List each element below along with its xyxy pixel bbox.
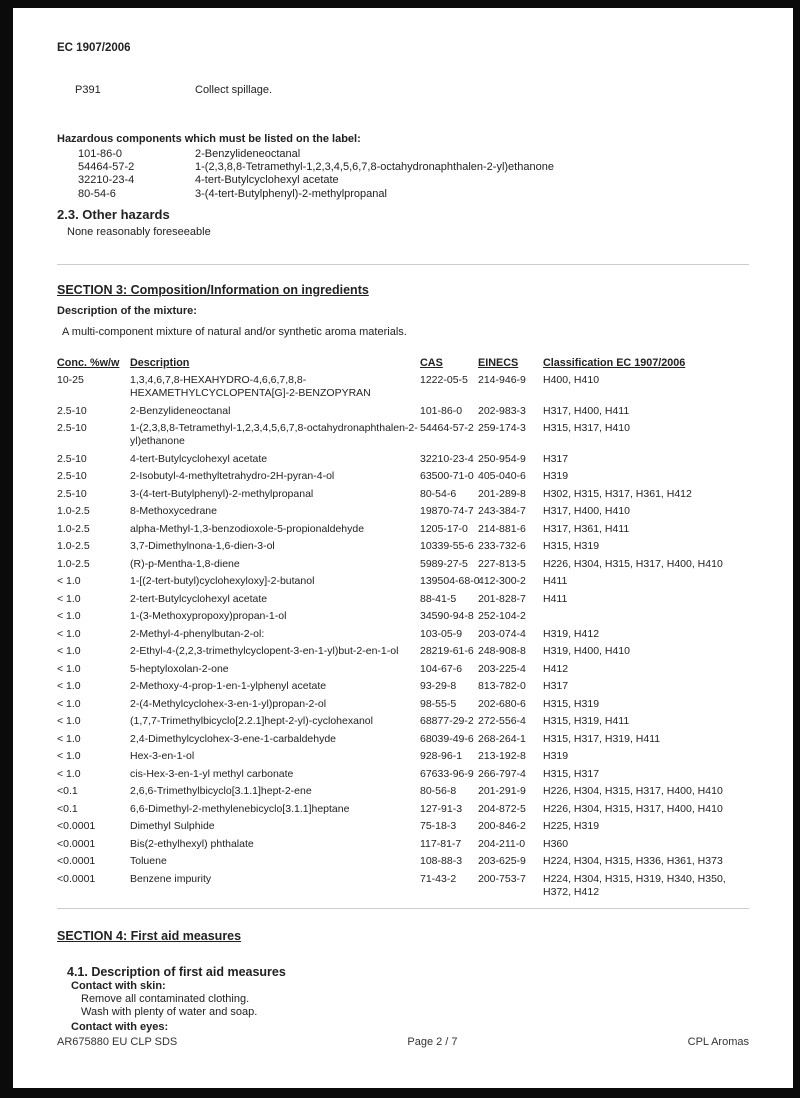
footer-page-number: Page 2 / 7 xyxy=(407,1036,458,1048)
cell-einecs: 243-384-7 xyxy=(478,505,526,518)
cell-einecs: 813-782-0 xyxy=(478,680,526,693)
precaution-code: P391 xyxy=(75,84,101,96)
composition-row xyxy=(57,523,749,536)
cell-classification: H317, H400, H411 xyxy=(543,404,630,417)
cell-classification: H319, H400, H410 xyxy=(543,645,630,658)
cell-conc: <0.0001 xyxy=(57,837,96,850)
cell-conc: < 1.0 xyxy=(57,662,81,675)
col-header-conc: Conc. %w/w xyxy=(57,356,120,369)
composition-table xyxy=(57,357,749,899)
hazardous-components-section xyxy=(57,133,749,201)
cell-conc: 2.5-10 xyxy=(57,422,87,435)
composition-row xyxy=(57,575,749,588)
composition-row xyxy=(57,645,749,658)
cell-cas: 80-54-6 xyxy=(420,487,457,500)
cell-einecs: 272-556-4 xyxy=(478,715,526,728)
cell-cas: 93-29-8 xyxy=(420,680,457,693)
cell-classification xyxy=(543,610,749,623)
cell-classification: H226, H304, H315, H317, H400, H410 xyxy=(543,785,723,798)
cell-classification: H317, H361, H411 xyxy=(543,522,630,535)
cell-cas: 108-88-3 xyxy=(420,855,463,868)
cell-cas: 68877-29-2 xyxy=(420,715,474,728)
cell-einecs: 204-872-5 xyxy=(478,802,526,815)
sds-document-page xyxy=(13,8,793,1088)
precaution-text: Collect spillage. xyxy=(195,84,273,96)
cell-einecs: 266-797-4 xyxy=(478,767,526,780)
cell-classification: H315, H319 xyxy=(543,540,600,553)
cell-einecs: 204-211-0 xyxy=(478,837,526,850)
composition-row xyxy=(57,374,749,400)
first-aid-skin-lines xyxy=(57,993,749,1020)
cell-description: 3,7-Dimethylnona-1,6-dien-3-ol xyxy=(130,540,275,553)
cell-cas: 32210-23-4 xyxy=(420,452,474,465)
cell-conc: < 1.0 xyxy=(57,697,81,710)
cell-description: 4-tert-Butylcyclohexyl acetate xyxy=(130,452,268,465)
cell-einecs: 233-732-6 xyxy=(478,540,526,553)
cell-einecs: 200-753-7 xyxy=(478,872,526,885)
cell-conc: < 1.0 xyxy=(57,715,81,728)
cell-einecs: 213-192-8 xyxy=(478,750,526,763)
composition-row xyxy=(57,855,749,868)
cell-description: cis-Hex-3-en-1-yl methyl carbonate xyxy=(130,767,294,780)
hazardous-component-item xyxy=(78,148,749,161)
cell-cas: 98-55-5 xyxy=(420,697,457,710)
cell-conc: <0.1 xyxy=(57,785,78,798)
cell-einecs: 200-846-2 xyxy=(478,820,526,833)
component-name: 4-tert-Butylcyclohexyl acetate xyxy=(195,174,339,187)
mixture-description-text: A multi-component mixture of natural and/or synthetic aroma materials. xyxy=(62,325,407,338)
cell-classification: H319 xyxy=(543,470,569,483)
cell-classification: H315, H317, H410 xyxy=(543,422,630,435)
cell-conc: 2.5-10 xyxy=(57,404,87,417)
cell-description: 2-(4-Methylcyclohex-3-en-1-yl)propan-2-ol xyxy=(130,697,327,710)
cell-cas: 34590-94-8 xyxy=(420,610,474,623)
cell-conc: 2.5-10 xyxy=(57,487,87,500)
cell-conc: < 1.0 xyxy=(57,750,81,763)
col-header-cas: CAS xyxy=(420,356,443,369)
composition-row xyxy=(57,663,749,676)
cell-einecs: 227-813-5 xyxy=(478,557,526,570)
col-header-einecs: EINECS xyxy=(478,356,519,369)
cell-description: Toluene xyxy=(130,855,167,868)
cell-classification: H360 xyxy=(543,837,569,850)
cell-einecs: 252-104-2 xyxy=(478,610,526,623)
composition-row xyxy=(57,680,749,693)
cell-classification: H315, H317 xyxy=(543,767,600,780)
regulation-header: EC 1907/2006 xyxy=(57,42,131,54)
cell-conc: < 1.0 xyxy=(57,627,81,640)
cell-conc: 2.5-10 xyxy=(57,452,87,465)
cell-conc: 10-25 xyxy=(57,374,84,387)
cell-einecs: 201-289-8 xyxy=(478,487,526,500)
cell-classification: H412 xyxy=(543,662,569,675)
cell-description: 2-tert-Butylcyclohexyl acetate xyxy=(130,592,268,605)
cell-cas: 68039-49-6 xyxy=(420,732,474,745)
other-hazards-text: None reasonably foreseeable xyxy=(67,225,211,238)
cell-classification: H319, H412 xyxy=(543,627,600,640)
cell-description: 1-(3-Methoxypropoxy)propan-1-ol xyxy=(130,610,287,623)
footer xyxy=(57,1036,749,1049)
cell-einecs: 203-074-4 xyxy=(478,627,526,640)
cell-description: 8-Methoxycedrane xyxy=(130,505,217,518)
cell-conc: < 1.0 xyxy=(57,610,81,623)
cell-classification: H317 xyxy=(543,680,569,693)
component-cas: 32210-23-4 xyxy=(78,174,135,187)
cell-classification: H302, H315, H317, H361, H412 xyxy=(543,487,692,500)
composition-row xyxy=(57,505,749,518)
cell-einecs: 202-680-6 xyxy=(478,697,526,710)
cell-cas: 5989-27-5 xyxy=(420,557,468,570)
mixture-description-label: Description of the mixture: xyxy=(57,304,197,317)
cell-description: 1-(2,3,8,8-Tetramethyl-1,2,3,4,5,6,7,8-octahydronaphthalen-2-yl)ethanone xyxy=(130,422,418,448)
composition-row xyxy=(57,470,749,483)
composition-row xyxy=(57,733,749,746)
cell-einecs: 203-625-9 xyxy=(478,855,526,868)
hazardous-components-list xyxy=(57,148,749,201)
cell-einecs: 202-983-3 xyxy=(478,404,526,417)
hazardous-component-item xyxy=(78,174,749,187)
hazardous-components-title: Hazardous components which must be listed on the label: xyxy=(57,133,361,145)
composition-row xyxy=(57,422,749,448)
cell-description: 2-Benzylideneoctanal xyxy=(130,404,231,417)
component-cas: 54464-57-2 xyxy=(78,161,135,174)
cell-classification: H411 xyxy=(543,592,568,605)
cell-classification: H225, H319 xyxy=(543,820,600,833)
cell-description: (R)-p-Mentha-1,8-diene xyxy=(130,557,240,570)
composition-row xyxy=(57,628,749,641)
composition-table-body xyxy=(57,374,749,899)
cell-description: 1,3,4,6,7,8-HEXAHYDRO-4,6,6,7,8,8-HEXAMETHYLCYCLOPENTA[G]-2-BENZOPYRAN xyxy=(130,374,371,400)
cell-cas: 63500-71-0 xyxy=(420,470,474,483)
composition-row xyxy=(57,540,749,553)
composition-row xyxy=(57,593,749,606)
component-name: 2-Benzylideneoctanal xyxy=(195,148,301,160)
cell-cas: 10339-55-6 xyxy=(420,540,474,553)
cell-cas: 54464-57-2 xyxy=(420,422,474,435)
hazardous-component-item xyxy=(78,188,749,201)
cell-conc: <0.0001 xyxy=(57,855,96,868)
precaution-block xyxy=(57,84,749,97)
cell-einecs: 268-264-1 xyxy=(478,732,526,745)
cell-conc: 1.0-2.5 xyxy=(57,505,90,518)
cell-einecs: 201-828-7 xyxy=(478,592,526,605)
cell-conc: <0.0001 xyxy=(57,820,96,833)
cell-einecs: 203-225-4 xyxy=(478,662,526,675)
cell-description: 2-Ethyl-4-(2,2,3-trimethylcyclopent-3-en-1-yl)but-2-en-1-ol xyxy=(130,645,399,658)
cell-conc: <0.0001 xyxy=(57,872,96,885)
cell-classification: H319 xyxy=(543,750,569,763)
cell-einecs: 405-040-6 xyxy=(478,470,526,483)
cell-cas: 71-43-2 xyxy=(420,872,457,885)
cell-conc: < 1.0 xyxy=(57,680,81,693)
cell-cas: 80-56-8 xyxy=(420,785,457,798)
cell-cas: 104-67-6 xyxy=(420,662,463,675)
cell-description: 2,6,6-Trimethylbicyclo[3.1.1]hept-2-ene xyxy=(130,785,312,798)
first-aid-line: Wash with plenty of water and soap. xyxy=(81,1006,258,1019)
subsection-4-1-heading: 4.1. Description of first aid measures xyxy=(67,964,286,979)
footer-document-id: AR675880 EU CLP SDS xyxy=(57,1036,178,1048)
composition-row xyxy=(57,750,749,763)
cell-description: 2,4-Dimethylcyclohex-3-ene-1-carbaldehyde xyxy=(130,732,337,745)
cell-cas: 127-91-3 xyxy=(420,802,463,815)
cell-einecs: 248-908-8 xyxy=(478,645,526,658)
cell-description: 2-Methyl-4-phenylbutan-2-ol: xyxy=(130,627,265,640)
hazardous-component-item xyxy=(78,161,749,174)
cell-conc: 1.0-2.5 xyxy=(57,557,90,570)
cell-description: Benzene impurity xyxy=(130,872,212,885)
composition-row xyxy=(57,698,749,711)
cell-classification: H224, H304, H315, H336, H361, H373 xyxy=(543,855,723,868)
cell-conc: < 1.0 xyxy=(57,767,81,780)
cell-cas: 88-41-5 xyxy=(420,592,457,605)
section-2-3-heading: 2.3. Other hazards xyxy=(57,206,170,222)
cell-cas: 117-81-7 xyxy=(420,837,462,850)
component-name: 3-(4-tert-Butylphenyl)-2-methylpropanal xyxy=(195,187,387,200)
first-aid-line: Remove all contaminated clothing. xyxy=(81,992,250,1005)
component-name: 1-(2,3,8,8-Tetramethyl-1,2,3,4,5,6,7,8-octahydronaphthalen-2-yl)ethanone xyxy=(195,161,554,174)
cell-description: Dimethyl Sulphide xyxy=(130,820,215,833)
cell-einecs: 259-174-3 xyxy=(478,422,526,435)
component-cas: 101-86-0 xyxy=(78,148,123,160)
composition-row xyxy=(57,453,749,466)
composition-row xyxy=(57,405,749,418)
cell-description: 3-(4-tert-Butylphenyl)-2-methylpropanal xyxy=(130,487,314,500)
table-end-divider xyxy=(57,908,749,909)
cell-conc: 1.0-2.5 xyxy=(57,540,90,553)
cell-cas: 1205-17-0 xyxy=(420,522,468,535)
cell-description: (1,7,7-Trimethylbicyclo[2.2.1]hept-2-yl)-cyclohexanol xyxy=(130,715,373,728)
cell-einecs: 412-300-2 xyxy=(478,575,526,588)
cell-cas: 67633-96-9 xyxy=(420,767,474,780)
composition-row xyxy=(57,873,749,899)
section-divider xyxy=(57,264,749,265)
cell-einecs: 214-946-9 xyxy=(478,374,526,387)
cell-cas: 28219-61-6 xyxy=(420,645,474,658)
cell-description: 2-Isobutyl-4-methyltetrahydro-2H-pyran-4-ol xyxy=(130,470,335,483)
cell-description: 5-heptyloxolan-2-one xyxy=(130,662,229,675)
cell-classification: H315, H319 xyxy=(543,697,600,710)
composition-row xyxy=(57,803,749,816)
cell-conc: < 1.0 xyxy=(57,592,81,605)
precaution-row xyxy=(75,84,749,97)
cell-classification: H226, H304, H315, H317, H400, H410 xyxy=(543,557,723,570)
composition-table-header xyxy=(57,357,749,370)
cell-classification: H317 xyxy=(543,452,569,465)
cell-conc: < 1.0 xyxy=(57,575,81,588)
composition-row xyxy=(57,488,749,501)
section-3-heading: SECTION 3: Composition/Information on ingredients xyxy=(57,282,369,297)
cell-description: alpha-Methyl-1,3-benzodioxole-5-propionaldehyde xyxy=(130,522,365,535)
composition-row xyxy=(57,820,749,833)
cell-classification: H224, H304, H315, H319, H340, H350, H372, H412 xyxy=(543,872,726,898)
cell-cas: 1222-05-5 xyxy=(420,374,468,387)
cell-conc: < 1.0 xyxy=(57,732,81,745)
composition-row xyxy=(57,610,749,623)
cell-einecs: 201-291-9 xyxy=(478,785,526,798)
cell-description: 1-[(2-tert-butyl)cyclohexyloxy]-2-butanol xyxy=(130,575,315,588)
cell-einecs: 250-954-9 xyxy=(478,452,526,465)
cell-classification: H400, H410 xyxy=(543,374,600,387)
cell-cas: 928-96-1 xyxy=(420,750,463,763)
cell-classification: H317, H400, H410 xyxy=(543,505,630,518)
composition-row xyxy=(57,838,749,851)
cell-cas: 101-86-0 xyxy=(420,404,463,417)
component-cas: 80-54-6 xyxy=(78,187,116,200)
cell-classification: H411 xyxy=(543,575,568,588)
composition-row xyxy=(57,558,749,571)
col-header-description: Description xyxy=(130,356,190,369)
cell-cas: 75-18-3 xyxy=(420,820,457,833)
cell-einecs: 214-881-6 xyxy=(478,522,526,535)
composition-row xyxy=(57,785,749,798)
cell-cas: 139504-68-0 xyxy=(420,575,480,588)
cell-conc: < 1.0 xyxy=(57,645,81,658)
footer-company: CPL Aromas xyxy=(687,1036,749,1048)
cell-classification: H315, H319, H411 xyxy=(543,715,630,728)
cell-description: 6,6-Dimethyl-2-methylenebicyclo[3.1.1]heptane xyxy=(130,802,350,815)
contact-skin-label: Contact with skin: xyxy=(71,979,166,992)
cell-cas: 103-05-9 xyxy=(420,627,463,640)
composition-row xyxy=(57,768,749,781)
cell-description: Hex-3-en-1-ol xyxy=(130,750,195,763)
col-header-classification: Classification EC 1907/2006 xyxy=(543,356,686,369)
composition-row xyxy=(57,715,749,728)
cell-cas: 19870-74-7 xyxy=(420,505,474,518)
cell-conc: 2.5-10 xyxy=(57,470,87,483)
section-4-heading: SECTION 4: First aid measures xyxy=(57,928,242,943)
cell-conc: <0.1 xyxy=(57,802,78,815)
cell-classification: H315, H317, H319, H411 xyxy=(543,732,661,745)
cell-description: 2-Methoxy-4-prop-1-en-1-ylphenyl acetate xyxy=(130,680,327,693)
cell-conc: 1.0-2.5 xyxy=(57,522,90,535)
contact-eyes-label: Contact with eyes: xyxy=(71,1020,169,1033)
cell-description: Bis(2-ethylhexyl) phthalate xyxy=(130,837,254,850)
cell-classification: H226, H304, H315, H317, H400, H410 xyxy=(543,802,723,815)
